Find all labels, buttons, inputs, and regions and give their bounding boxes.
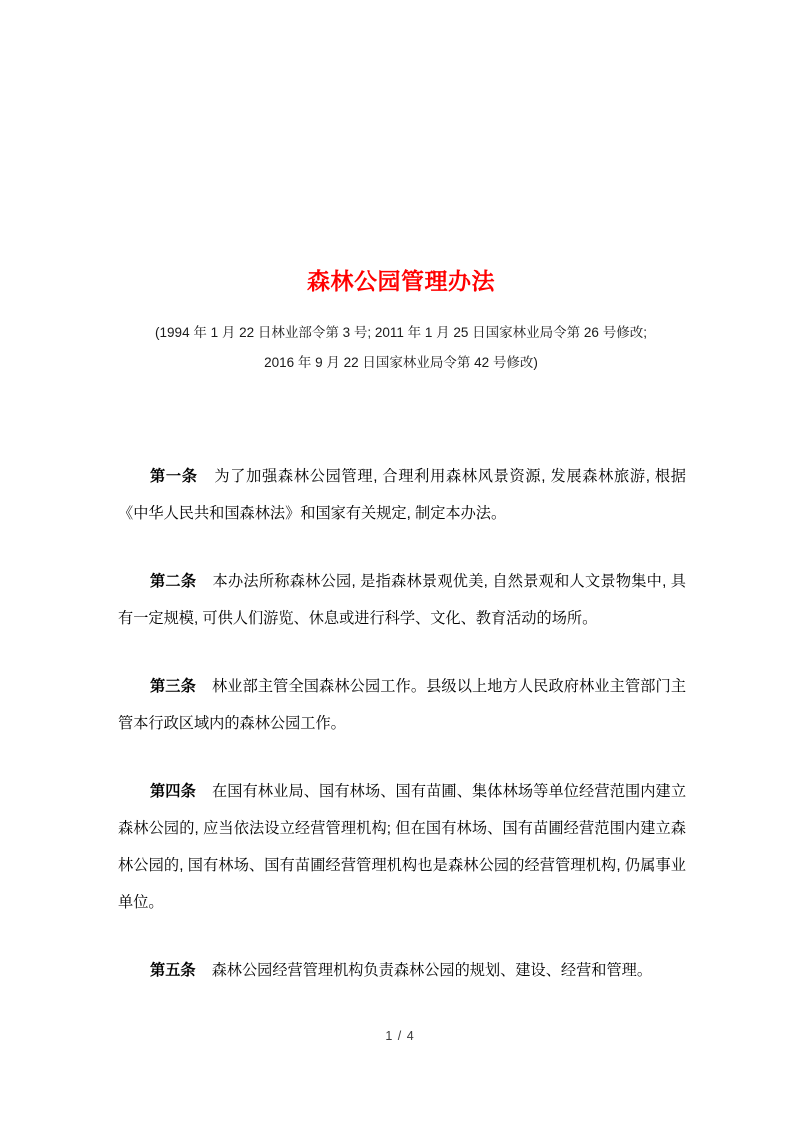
page-title: 森林公园管理办法 <box>307 268 495 294</box>
promulgation-record <box>114 318 688 378</box>
article-text: 森林公园经营管理机构负责森林公园的规划、建设、经营和管理。 <box>211 962 652 979</box>
article-number: 第三条 <box>150 678 196 695</box>
article-text: 为了加强森林公园管理, 合理利用森林风景资源, 发展森林旅游, 根据《中华人民共和国森林法》和国家有关规定, 制定本办法。 <box>118 468 686 522</box>
page-number-footer: 1 / 4 <box>385 1029 415 1043</box>
article-text: 在国有林业局、国有林场、国有苗圃、集体林场等单位经营范围内建立森林公园的, 应当依法设立经营管理机构; 但在国有林场、国有苗圃经营范围内建立森林公园的, 国有林场、国有苗圃经营管理机构也是森林公园的经营管理机构, 仍属事业单位。 <box>118 783 687 911</box>
article-number: 第四条 <box>150 783 196 800</box>
article-list <box>118 458 686 989</box>
article-item <box>118 668 686 742</box>
promulgation-line-1: (1994 年 1 月 22 日林业部令第 3 号; 2011 年 1 月 25 日国家林业局令第 26 号修改; <box>155 325 647 340</box>
article-item <box>118 563 686 637</box>
article-number: 第二条 <box>150 573 197 590</box>
article-item <box>118 952 686 989</box>
article-item <box>118 458 686 532</box>
article-number: 第一条 <box>150 468 198 485</box>
article-text: 本办法所称森林公园, 是指森林景观优美, 自然景观和人文景物集中, 具有一定规模, 可供人们游览、休息或进行科学、文化、教育活动的场所。 <box>118 573 686 627</box>
promulgation-line-2: 2016 年 9 月 22 日国家林业局令第 42 号修改) <box>264 355 538 370</box>
article-text: 林业部主管全国森林公园工作。县级以上地方人民政府林业主管部门主管本行政区域内的森林公园工作。 <box>118 678 687 732</box>
article-number: 第五条 <box>150 962 196 979</box>
article-item <box>118 773 686 921</box>
